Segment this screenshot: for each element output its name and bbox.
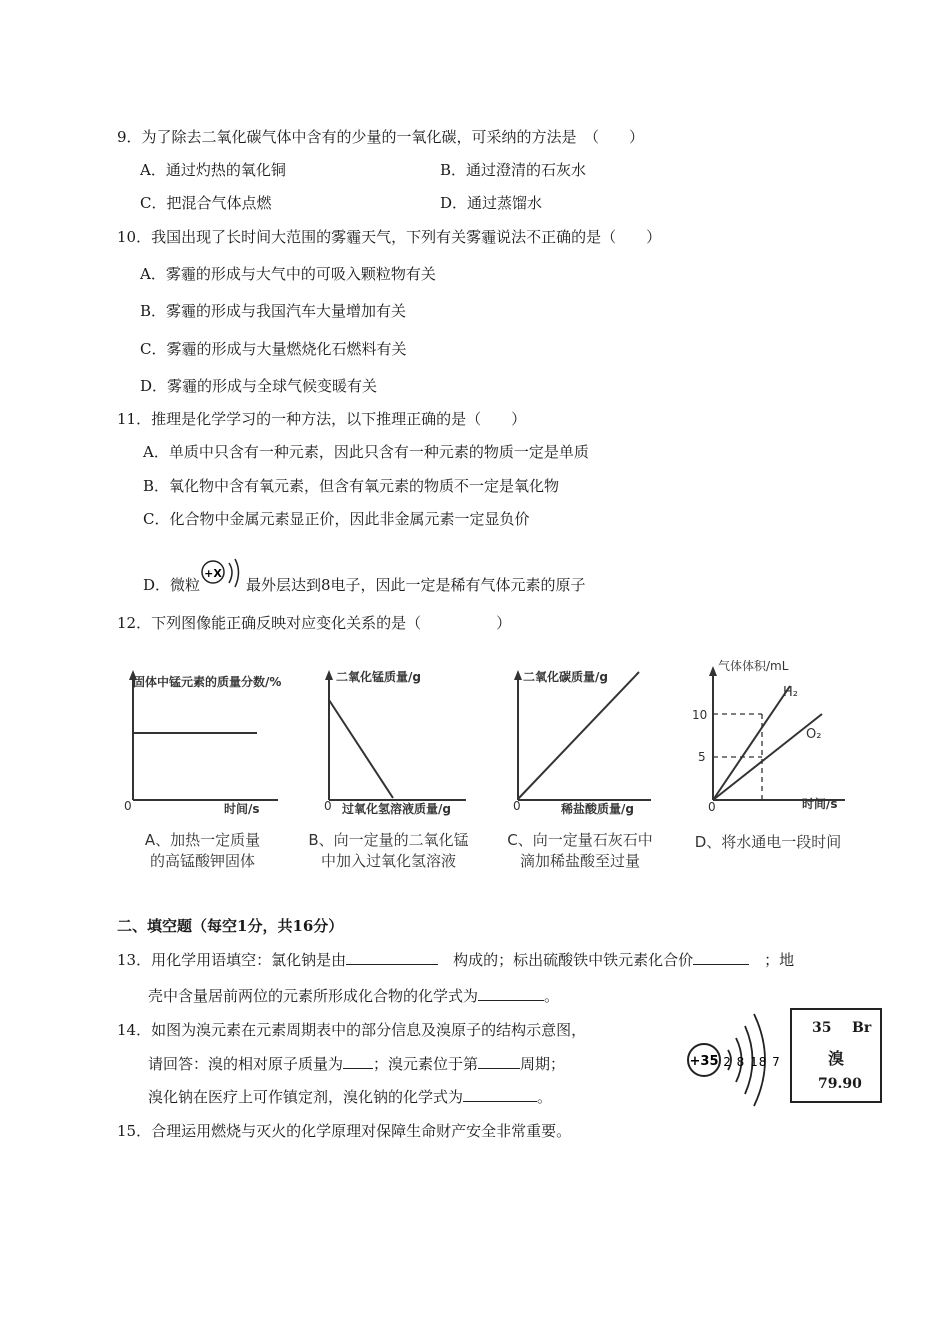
graph-b bbox=[316, 648, 481, 822]
q14-text-b: ；溴元素位于第 bbox=[373, 1055, 479, 1073]
q11-option-d-prefix: D．微粒 bbox=[143, 576, 201, 594]
graph-c-line bbox=[518, 672, 639, 799]
graph-d-tick-5: 5 bbox=[698, 750, 706, 764]
q11-option-d-suffix: 最外层达到8电子，因此一定是稀有气体元素的原子 bbox=[246, 576, 586, 594]
q14-text-a: 请回答：溴的相对原子质量为 bbox=[148, 1055, 344, 1073]
graph-b-caption-2: 中加入过氧化氢溶液 bbox=[320, 852, 456, 870]
q13-blank-2[interactable] bbox=[693, 950, 749, 965]
graph-a-origin: 0 bbox=[124, 799, 132, 813]
q13-text-e: 。 bbox=[544, 987, 560, 1005]
q9-option-a: A．通过灼热的氧化铜 bbox=[140, 161, 286, 179]
graph-d bbox=[690, 648, 855, 822]
graph-d-caption-1: D、将水通电一段时间 bbox=[694, 833, 842, 851]
q11-option-a: A．单质中只含有一种元素，因此只含有一种元素的物质一定是单质 bbox=[143, 443, 589, 461]
particle-structure-diagram bbox=[199, 557, 245, 591]
q13-blank-1[interactable] bbox=[346, 950, 438, 965]
graph-d-h2-label: H₂ bbox=[783, 685, 798, 700]
q10-option-d: D．雾霾的形成与全球气候变暖有关 bbox=[140, 377, 378, 395]
q13-text-d: 壳中含量居前两位的元素所形成化合物的化学式为 bbox=[148, 987, 479, 1005]
q9-stem: 9．为了除去二氧化碳气体中含有的少量的一氧化碳，可采纳的方法是 （ ） bbox=[117, 128, 645, 146]
graph-c-origin: 0 bbox=[513, 799, 521, 813]
graph-d-xlabel: 时间/s bbox=[802, 797, 838, 811]
q9-option-c: C．把混合气体点燃 bbox=[140, 194, 272, 212]
section-2-title: 二、填空题（每空1分，共16分） bbox=[117, 917, 344, 935]
q13-text-b: 构成的；标出硫酸铁中铁元素化合价 bbox=[453, 951, 694, 969]
element-number: 35 bbox=[812, 1020, 832, 1036]
q11-option-c: C．化合物中金属元素显正价，因此非金属元素一定显负价 bbox=[143, 510, 530, 528]
graph-c-ylabel: 二氧化碳质量/g bbox=[523, 670, 608, 684]
graph-c-caption-1: C、向一定量石灰石中 bbox=[507, 831, 653, 849]
bromine-atom-diagram bbox=[684, 1012, 784, 1112]
q14-blank-1[interactable] bbox=[343, 1054, 373, 1069]
q13-text-c: ；地 bbox=[764, 951, 795, 969]
q9-option-b: B．通过澄清的石灰水 bbox=[440, 161, 587, 179]
graph-b-line bbox=[329, 700, 393, 798]
graph-a bbox=[120, 648, 295, 822]
graph-d-o2-label: O₂ bbox=[806, 727, 822, 742]
q12-stem: 12．下列图像能正确反映对应变化关系的是（ ） bbox=[117, 614, 512, 632]
q14-blank-2[interactable] bbox=[478, 1054, 520, 1069]
q14-text-e: 。 bbox=[537, 1088, 553, 1106]
graph-d-tick-10: 10 bbox=[692, 708, 708, 722]
q13-line-1 bbox=[117, 950, 794, 970]
graph-a-caption-2: 的高锰酸钾固体 bbox=[149, 852, 255, 870]
q14-line-1: 14．如图为溴元素在元素周期表中的部分信息及溴原子的结构示意图， bbox=[117, 1021, 587, 1039]
q10-option-b: B．雾霾的形成与我国汽车大量增加有关 bbox=[140, 302, 407, 320]
element-name: 溴 bbox=[828, 1049, 845, 1068]
graph-a-xlabel: 时间/s bbox=[224, 802, 260, 816]
graph-d-origin: 0 bbox=[708, 800, 716, 814]
q14-line-3 bbox=[148, 1087, 552, 1107]
graph-d-h2-line bbox=[713, 686, 790, 800]
graph-a-caption-1: A、加热一定质量 bbox=[144, 831, 261, 849]
q11-option-b: B．氧化物中含有氧元素，但含有氧元素的物质不一定是氧化物 bbox=[143, 477, 560, 495]
q9-option-d: D．通过蒸馏水 bbox=[440, 194, 543, 212]
graph-b-ylabel: 二氧化锰质量/g bbox=[336, 670, 421, 684]
element-symbol: Br bbox=[852, 1020, 872, 1036]
graph-a-ylabel: 固体中锰元素的质量分数/% bbox=[133, 675, 282, 689]
element-mass: 79.90 bbox=[818, 1076, 862, 1092]
q14-text-c: 周期； bbox=[520, 1055, 566, 1073]
q13-line-2 bbox=[148, 986, 559, 1006]
graph-c bbox=[505, 648, 665, 822]
q13-blank-3[interactable] bbox=[478, 986, 544, 1001]
bromine-nucleus-label: +35 bbox=[689, 1054, 719, 1069]
q14-blank-3[interactable] bbox=[463, 1087, 537, 1102]
graph-c-caption-2: 滴加稀盐酸至过量 bbox=[519, 852, 640, 870]
q10-stem: 10．我国出现了长时间大范围的雾霾天气，下列有关雾霾说法不正确的是（ ） bbox=[117, 228, 662, 246]
q14-text-d: 溴化钠在医疗上可作镇定剂，溴化钠的化学式为 bbox=[148, 1088, 464, 1106]
q10-option-c: C．雾霾的形成与大量燃烧化石燃料有关 bbox=[140, 340, 407, 358]
q10-option-a: A．雾霾的形成与大气中的可吸入颗粒物有关 bbox=[140, 265, 436, 283]
graph-c-xlabel: 稀盐酸质量/g bbox=[561, 802, 634, 816]
graph-b-origin: 0 bbox=[324, 799, 332, 813]
bromine-element-cell bbox=[790, 1008, 882, 1103]
q14-line-2 bbox=[148, 1054, 565, 1074]
q13-text-a: 13．用化学用语填空：氯化钠是由 bbox=[117, 951, 347, 969]
bromine-shell-electrons: 2 8 18 7 bbox=[723, 1055, 781, 1069]
particle-nucleus-label: +X bbox=[204, 567, 222, 580]
q11-stem: 11．推理是化学学习的一种方法，以下推理正确的是（ ） bbox=[117, 410, 527, 428]
graph-b-xlabel: 过氧化氢溶液质量/g bbox=[342, 802, 451, 816]
graph-d-ylabel: 气体体积/mL bbox=[718, 659, 789, 673]
graph-b-caption-1: B、向一定量的二氧化锰 bbox=[308, 831, 469, 849]
q15-stem: 15．合理运用燃烧与灭火的化学原理对保障生命财产安全非常重要。 bbox=[117, 1122, 572, 1140]
